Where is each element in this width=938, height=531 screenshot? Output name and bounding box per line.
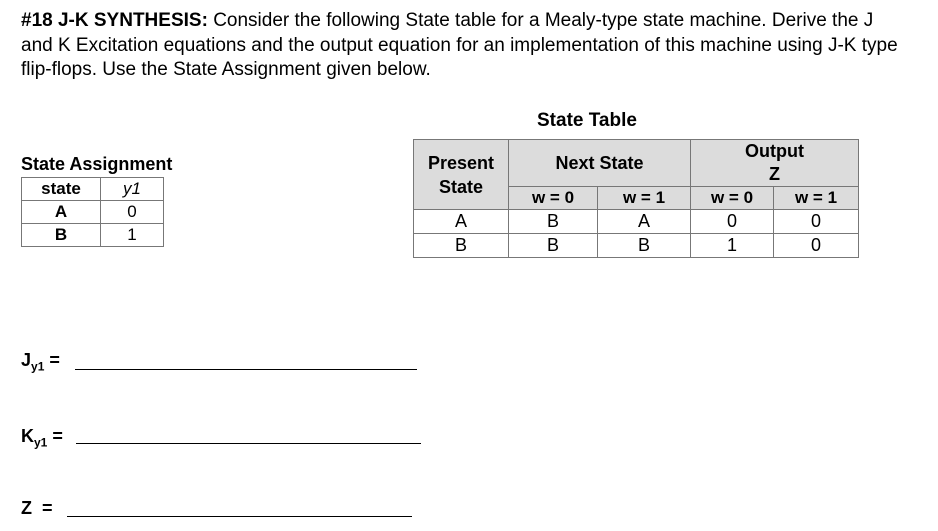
next-w0-cell: B (509, 234, 598, 258)
k-answer-line[interactable] (76, 443, 421, 444)
k-sub: y1 (34, 435, 48, 450)
j-equation-label (21, 350, 60, 374)
next-w1-cell: B (598, 234, 691, 258)
j-eq-sign: = (49, 350, 60, 370)
present-state-header-text: Present State (427, 152, 495, 197)
k-eq-sign: = (52, 426, 63, 446)
state-assignment-table (21, 177, 164, 247)
col-state-header: state (22, 178, 101, 201)
output-header-text: Output (745, 141, 804, 161)
output-header (691, 140, 859, 187)
col-y-header: y1 (101, 178, 164, 201)
next-w0-cell: B (509, 210, 598, 234)
state-cell: A (22, 201, 101, 224)
problem-number: #18 (21, 10, 53, 31)
z-w0-cell: 1 (691, 234, 774, 258)
y-cell: 1 (101, 224, 164, 247)
k-base: K (21, 426, 34, 446)
problem-text: Consider the following State table for a Mealy-type state machine. Derive the J and K Excitation equations and the output equation for an implementation of this machine using J-K type flip-flops. Use the State Assignment given below. (21, 10, 898, 80)
next-w1-cell: A (598, 210, 691, 234)
problem-heading: J-K SYNTHESIS: (57, 10, 208, 31)
state-cell: B (22, 224, 101, 247)
state-table-caption: State Table (537, 110, 637, 131)
state-assignment-caption: State Assignment (21, 154, 173, 174)
next-state-header: Next State (509, 140, 691, 187)
y-cell: 0 (101, 201, 164, 224)
table-row (414, 140, 859, 187)
j-sub: y1 (31, 359, 45, 374)
j-answer-line[interactable] (75, 369, 417, 370)
state-table (413, 139, 859, 258)
z-answer-line[interactable] (67, 516, 412, 517)
table-row (22, 178, 164, 201)
z-equation-label: Z = (21, 498, 53, 518)
next-w1-header: w = 1 (598, 187, 691, 210)
k-equation-label (21, 426, 63, 450)
present-cell: A (414, 210, 509, 234)
next-w0-header: w = 0 (509, 187, 598, 210)
present-cell: B (414, 234, 509, 258)
present-state-header (414, 140, 509, 210)
z-w1-cell: 0 (774, 210, 859, 234)
table-row (22, 224, 164, 247)
table-row (414, 234, 859, 258)
table-row (414, 210, 859, 234)
table-row (22, 201, 164, 224)
output-var: Z (769, 164, 780, 184)
z-w1-cell: 0 (774, 234, 859, 258)
out-w0-header: w = 0 (691, 187, 774, 210)
problem-statement (21, 9, 901, 83)
out-w1-header: w = 1 (774, 187, 859, 210)
j-base: J (21, 350, 32, 370)
z-w0-cell: 0 (691, 210, 774, 234)
